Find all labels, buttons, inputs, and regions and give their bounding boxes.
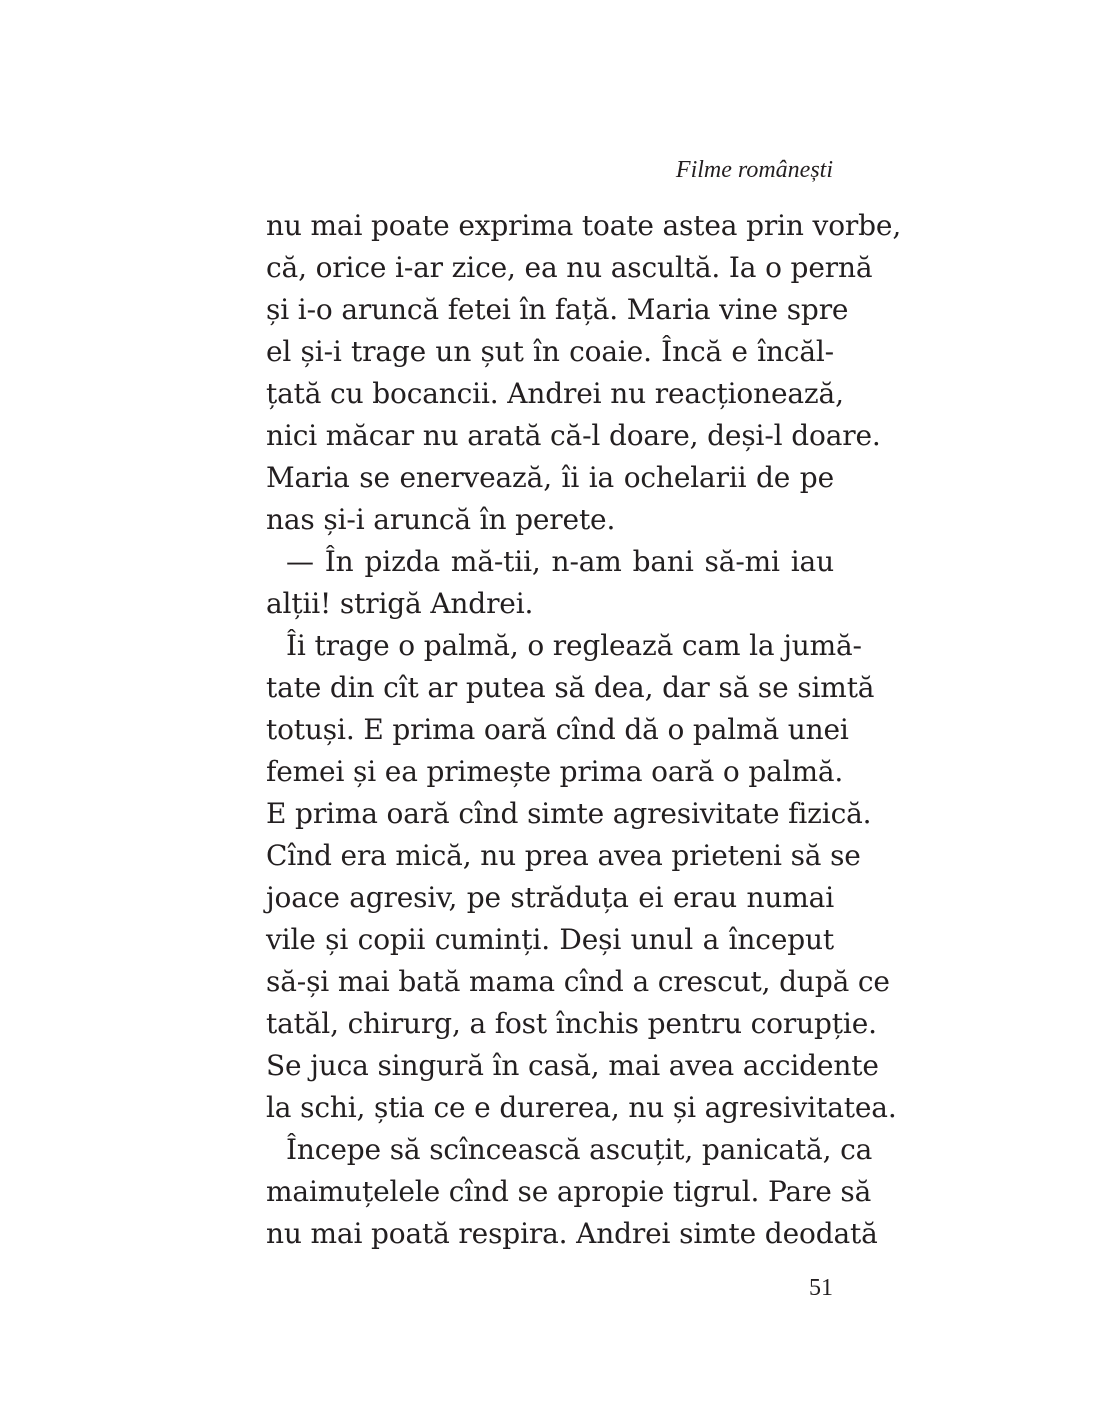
text-line: joace agresiv, pe străduța ei erau numai bbox=[266, 881, 834, 914]
text-line: că, orice i-ar zice, ea nu ascultă. Ia o pernă bbox=[266, 251, 873, 284]
paragraph bbox=[266, 541, 834, 625]
paragraph bbox=[266, 205, 902, 541]
text-line: nu mai poată respira. Andrei simte deodată bbox=[266, 1217, 878, 1250]
paragraph bbox=[266, 1129, 878, 1255]
text-line: țată cu bocancii. Andrei nu reacționează, bbox=[266, 377, 844, 410]
text-line: Se juca singură în casă, mai avea accidente bbox=[266, 1049, 879, 1082]
text-line: totuși. E prima oară cînd dă o palmă unei bbox=[266, 713, 849, 746]
text-line: nici măcar nu arată că-l doare, deși-l doare. bbox=[266, 419, 881, 452]
text-line: Maria se enervează, îi ia ochelarii de pe bbox=[266, 461, 834, 494]
text-line: femei și ea primește prima oară o palmă. bbox=[266, 755, 844, 788]
text-line: să-și mai bată mama cînd a crescut, după ce bbox=[266, 965, 890, 998]
text-line: E prima oară cînd simte agresivitate fizică. bbox=[266, 797, 872, 830]
text-line: — În pizda mă-tii, n-am bani să-mi iau bbox=[286, 545, 834, 578]
running-head: Filme românești bbox=[675, 157, 833, 183]
text-line: maimuțelele cînd se apropie tigrul. Pare să bbox=[266, 1175, 872, 1208]
text-line: alții! strigă Andrei. bbox=[266, 587, 534, 620]
text-line: Cînd era mică, nu prea avea prieteni să se bbox=[266, 839, 861, 872]
text-line: tatăl, chirurg, a fost închis pentru corupție. bbox=[266, 1007, 877, 1040]
text-line: și i-o aruncă fetei în față. Maria vine spre bbox=[266, 293, 849, 326]
text-line: Îi trage o palmă, o reglează cam la jumă- bbox=[286, 629, 862, 662]
text-line: la schi, știa ce e durerea, nu și agresivitatea. bbox=[266, 1091, 897, 1124]
page-number: 51 bbox=[809, 1275, 833, 1301]
text-line: el și-i trage un șut în coaie. Încă e încăl- bbox=[266, 335, 834, 368]
text-line: Începe să scîncească ascuțit, panicată, ca bbox=[286, 1133, 873, 1166]
text-line: tate din cît ar putea să dea, dar să se simtă bbox=[266, 671, 875, 704]
body-text bbox=[266, 205, 902, 1255]
text-line: vile și copii cuminți. Deși unul a început bbox=[266, 923, 834, 956]
text-line: nas și-i aruncă în perete. bbox=[266, 503, 616, 536]
text-line: nu mai poate exprima toate astea prin vorbe, bbox=[266, 209, 902, 242]
paragraph bbox=[266, 625, 897, 1129]
